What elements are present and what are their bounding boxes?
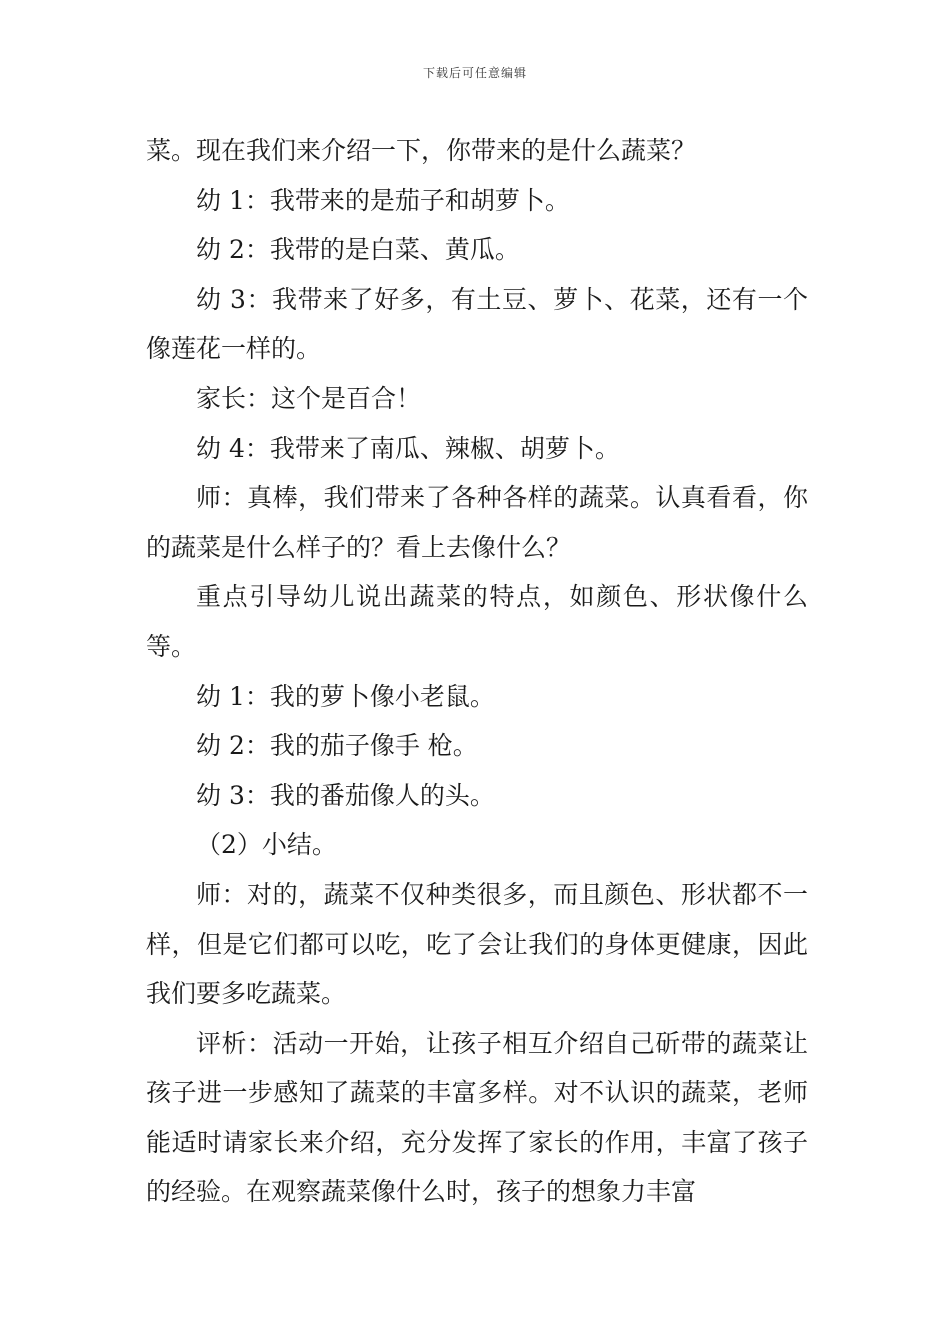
paragraph: 评析：活动一开始，让孩子相互介绍自己斫带的蔬菜让孩子进一步感知了蔬菜的丰富多样。对不认识的蔬菜，老师能适时请家长来介绍，充分发挥了家长的作用，丰富了孩子的经验。在观察蔬菜像什么时，孩子的想象力丰富 <box>146 1028 808 1207</box>
paragraph: （2）小结。 <box>196 830 337 860</box>
paragraph: 幼 3：我的番茄像人的头。 <box>196 780 495 810</box>
paragraph: 幼 2：我的茄子像手 枪。 <box>196 731 478 761</box>
document-body <box>146 126 808 1217</box>
paragraph: 重点引导幼儿说出蔬菜的特点，如颜色、形状像什么等。 <box>146 582 808 661</box>
paragraph: 幼 3：我带来了好多，有土豆、萝卜、花菜，还有一个像莲花一样的。 <box>146 284 808 364</box>
paragraph: 师：对的，蔬菜不仅种类很多，而且颜色、形状都不一样，但是它们都可以吃，吃了会让我们的身体更健康，因此我们要多吃蔬菜。 <box>146 879 808 1009</box>
paragraph: 师：真棒，我们带来了各种各样的蔬菜。认真看看，你的蔬菜是什么样子的？看上去像什么？ <box>146 483 808 562</box>
paragraph: 幼 1：我的萝卜像小老鼠。 <box>196 681 495 711</box>
paragraph: 幼 1：我带来的是茄子和胡萝卜。 <box>196 185 570 215</box>
paragraph: 幼 4：我带来了南瓜、辣椒、胡萝卜。 <box>196 433 620 463</box>
paragraph: 菜。现在我们来介绍一下，你带来的是什么蔬菜？ <box>146 136 697 165</box>
page-header: 下载后可任意编辑 <box>422 66 527 80</box>
paragraph: 幼 2：我带的是白菜、黄瓜。 <box>196 235 520 265</box>
paragraph: 家长：这个是百合！ <box>196 383 422 413</box>
